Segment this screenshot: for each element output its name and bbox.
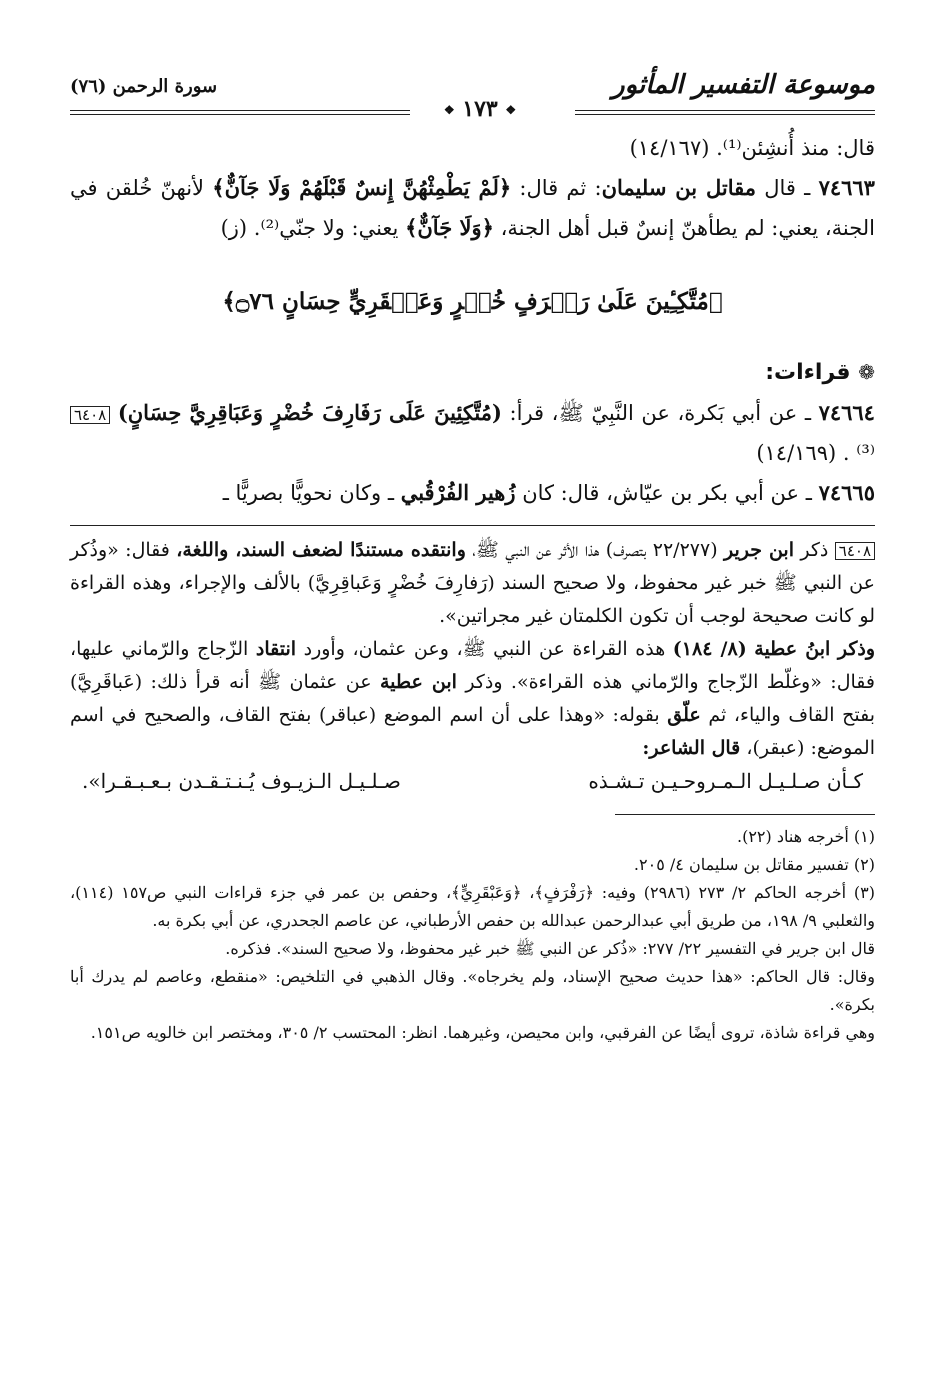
ornament-icon: ❖ — [443, 103, 455, 117]
ayah-heading: ﴿مُتَّكِـِٔينَ عَلَىٰ رَفۡرَفٍ خُضۡرٍ وَعَبۡقَرِيٍّ حِسَانٍ ۝٧٦﴾ — [222, 288, 723, 315]
main-text — [70, 128, 875, 513]
note-paragraph-2 — [70, 633, 875, 765]
footnote: (٢) تفسير مقاتل بن سليمان ٤/ ٢٠٥. — [633, 855, 875, 874]
narration-number: ٧٤٦٦٣ — [818, 175, 875, 200]
sura-label: سورة الرحمن (٧٦) — [70, 76, 218, 97]
footnote: (٣) أخرجه الحاكم ٢/ ٢٧٣ (٢٩٨٦) وفيه: ﴿رَفْرَفٍ﴾، ﴿وَعَبْقَرِيٍّ﴾، وحفص بن عمر في جزء قراءات النبي ص١٥٧ (١١٤)، والثعلبي ٩/ ١٩٨، من طريق أبي عبدالرحمن عبدالله بن حفص الأرطباني، عن عاصم الجحدري، عن أبي بكرة به. — [70, 883, 876, 930]
footnote: وقال: قال الحاكم: «هذا حديث صحيح الإسناد، ولم يخرجاه». وقال الذهبي في التلخيص: «منقطع، وعاصم لم يدرك أبا بكرة». — [70, 967, 875, 1014]
poem-verse — [70, 765, 875, 798]
footnote: قال ابن جرير في التفسير ٢٢/ ٢٧٧: «ذُكر عن النبي ﷺ خبر غير محفوظ، ولا صحيح السند». فذكره. — [225, 939, 875, 958]
section-title: قراءات: — [765, 360, 851, 385]
footnotes — [70, 823, 875, 1047]
text: ـ عن أبي بكر بن عيّاش، قال: كان — [522, 481, 812, 505]
scholar-name: ابن عطية — [380, 671, 457, 693]
text: بقوله: «وهذا على أن اسم الموضع (عباقر) بفتح القاف، والصحيح في اسم الموضع: (عبقر)، — [70, 704, 875, 759]
quran-reading: (مُتَّكِئِينَ عَلَى رَفَارِفَ خُضْرٍ وَعَبَاقِرِيَّ حِسَانٍ) — [117, 400, 502, 425]
text: ذكر — [800, 539, 829, 561]
narrator-name: زُهير الفُرْقُبي — [400, 480, 516, 505]
poem-hemistich-right: كـأن صـلـيـل الـمـروحـيـن تـشـذه — [588, 769, 863, 793]
narrator-name: مقاتل بن سليمان — [601, 175, 756, 200]
text: ـ عن أبي بَكرة، عن النَّبِيّ ﷺ، قرأ: — [509, 401, 811, 425]
note-emphasis: قال الشاعر: — [642, 737, 741, 759]
flower-icon: ❁ — [858, 360, 875, 384]
text: يعني: ولا جنّي⁽²⁾. (ز) — [220, 216, 399, 240]
quran-verse: ﴿لَمْ يَطْمِثْهُنَّ إِنسٌ قَبْلَهُمْ وَلَا جَآنٌّ﴾ — [212, 175, 512, 200]
page-number: ١٧٣ — [462, 96, 498, 122]
scholarly-note — [70, 534, 875, 798]
text: (٨/ ١٨٤) — [672, 638, 747, 660]
book-title: موسوعة التفسير المأثور — [612, 70, 875, 100]
scholar-name: ابنُ عطية — [754, 638, 831, 660]
page-header — [70, 70, 875, 128]
note-emphasis: انتقاد — [255, 638, 297, 660]
section-heading — [70, 352, 875, 393]
note-divider — [70, 525, 875, 526]
text: عن عثمان ﷺ أنه قرأ ذلك: (عَباقَرِيَّ) بفتح القاف والياء، ثم — [70, 671, 875, 726]
text: (٢٢/٢٧٧ بتصرف) هذا الأثر عن النبي ﷺ، — [472, 539, 718, 561]
narration-74664 — [70, 393, 875, 473]
text: ـ قال — [764, 176, 811, 200]
note-reference: ٦٤٠٨ — [835, 542, 875, 560]
footnote: وهي قراءة شاذة، تروى أيضًا عن الفرقبي، وابن محيصن، وغيرهما. انظر: المحتسب ٢/ ٣٠٥، ومختصر ابن خالويه ص١٥١. — [90, 1023, 875, 1042]
quran-verse: ﴿وَلَا جَآنٌّ﴾ — [405, 215, 494, 240]
page-number-wrap — [415, 96, 545, 122]
text: وذكر — [837, 638, 876, 660]
text: فقال: «وذُكر عن النبي ﷺ خبر غير محفوظ، ولا صحيح السند (رَفارِفَ خُضْرٍ وَعَباقِرِيَّ) بالألف والإجراء، وهذه القراءة لو كانت صحيحة لوجب أن تكون الكلمتان غير مجراتين». — [70, 539, 875, 627]
text: ـ وكان نحويًّا بصريًّا ـ — [222, 481, 395, 505]
narration-74665 — [70, 473, 875, 513]
text: : ثم قال: — [519, 176, 602, 200]
note-emphasis: علّق — [667, 704, 701, 726]
narration-number: ٧٤٦٦٥ — [818, 480, 875, 505]
text: هذه القراءة عن النبي ﷺ، وعن عثمان، وأورد — [303, 638, 666, 660]
note-paragraph-1 — [70, 534, 875, 633]
poem-hemistich-left: صـلـيـل الـزيـوف يُـنـتـقـدن بـعـبـقـرا». — [82, 769, 401, 793]
narration-number: ٧٤٦٦٤ — [818, 400, 875, 425]
text: الزّجاج والرّماني عليها، فقال: «وغلّط الزّجاج والرّماني هذه القراءة». وذكر — [70, 638, 875, 693]
header-rule-left — [70, 110, 410, 115]
footnote: (١) أخرجه هناد (٢٢). — [737, 827, 875, 846]
text: ⁽³⁾ . (١٤/١٦٩) — [756, 441, 875, 465]
text: لأنهنّ خُلقن في الجنة، يعني: لم يطأهنّ إنسٌ قبل أهل الجنة، — [70, 176, 875, 240]
footnote-divider — [615, 814, 875, 815]
scholar-name: ابن جرير — [724, 539, 794, 561]
ornament-icon: ❖ — [505, 103, 517, 117]
line-top: قال: منذ أُنشِئن⁽¹⁾. (١٤/١٦٧) — [629, 136, 875, 160]
note-emphasis: وانتقده مستندًا لضعف السند، واللغة، — [176, 539, 466, 561]
narration-74663 — [70, 168, 875, 248]
book-page — [70, 70, 875, 1047]
note-reference[interactable]: ٦٤٠٨ — [70, 406, 110, 424]
header-rule-right — [575, 110, 875, 115]
